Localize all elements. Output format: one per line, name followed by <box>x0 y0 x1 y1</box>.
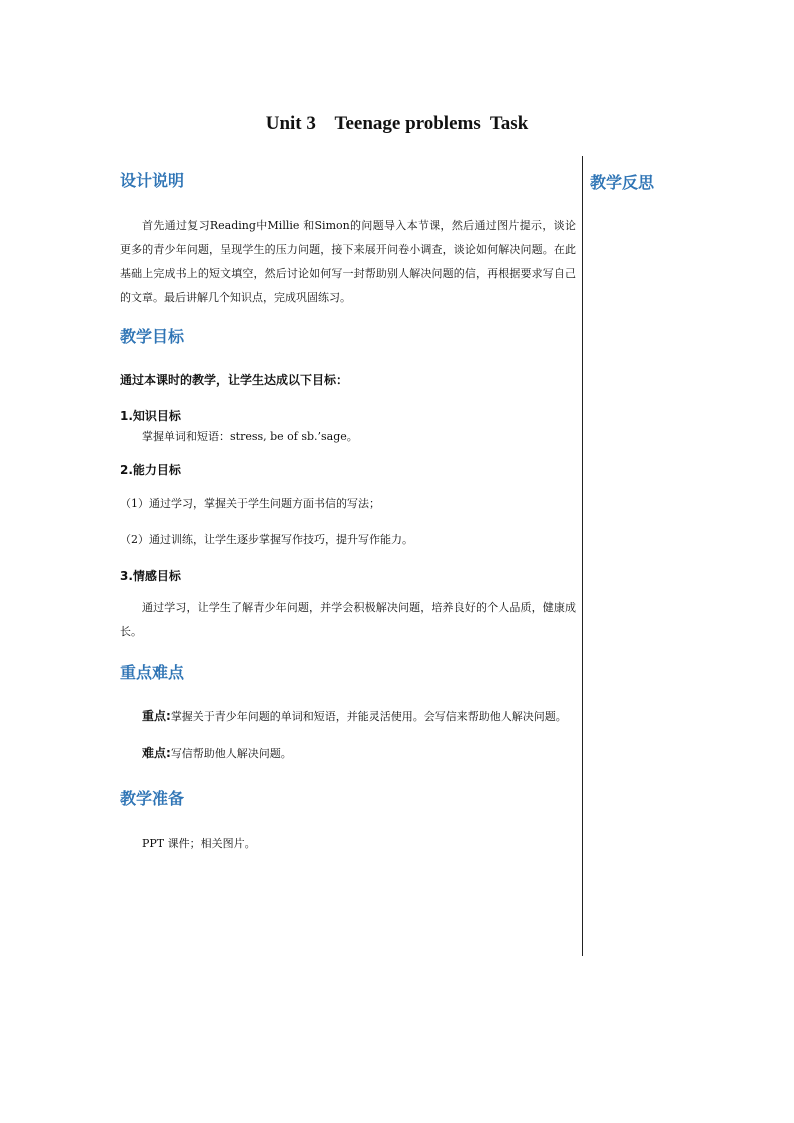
knowledge-body: 掌握单词和短语：stress, be of sb.’sage。 <box>142 430 358 443</box>
difficulty-body: 写信帮助他人解决问题。 <box>170 747 292 760</box>
emotion-body: 通过学习，让学生了解青少年问题，并学会积极解决问题，培养良好的个人品质，健康成长。 <box>120 601 576 638</box>
design-heading: 设计说明 <box>120 171 185 190</box>
focus-paragraph <box>120 704 576 729</box>
ability-title: 2.能力目标 <box>120 463 181 477</box>
focus-body: 掌握关于青少年问题的单词和短语，并能灵活使用。会写信来帮助他人解决问题。 <box>170 710 567 723</box>
difficulty-label: 难点: <box>142 746 171 760</box>
key-heading: 重点难点 <box>120 663 185 682</box>
main-column <box>120 170 576 856</box>
ability-item-2: （2）通过训练，让学生逐步掌握写作技巧，提升写作能力。 <box>120 533 413 546</box>
column-divider <box>582 156 583 956</box>
emotion-title: 3.情感目标 <box>120 569 181 583</box>
knowledge-title: 1.知识目标 <box>120 409 181 423</box>
reflection-heading: 教学反思 <box>590 173 655 192</box>
design-body: 首先通过复习Reading中Millie 和Simon的问题导入本节课，然后通过图片提示，谈论更多的青少年问题，呈现学生的压力问题，接下来展开问卷小调查，谈论如何解决问题。在此基础上完成书上的短文填空，然后讨论如何写一封帮助别人解决问题的信，再根据要求写自己的文章。最后讲解几个知识点，完成巩固练习。 <box>120 219 576 304</box>
ability-item-1: （1）通过学习，掌握关于学生问题方面书信的写法； <box>120 497 380 510</box>
prep-heading: 教学准备 <box>120 789 185 808</box>
focus-label: 重点: <box>142 709 171 723</box>
goals-heading: 教学目标 <box>120 327 185 346</box>
page-title: Unit 3 Teenage problems Task <box>265 113 529 134</box>
prep-body: PPT 课件；相关图片。 <box>142 837 256 850</box>
difficulty-paragraph <box>120 741 576 766</box>
goals-intro: 通过本课时的教学，让学生达成以下目标： <box>120 373 349 387</box>
